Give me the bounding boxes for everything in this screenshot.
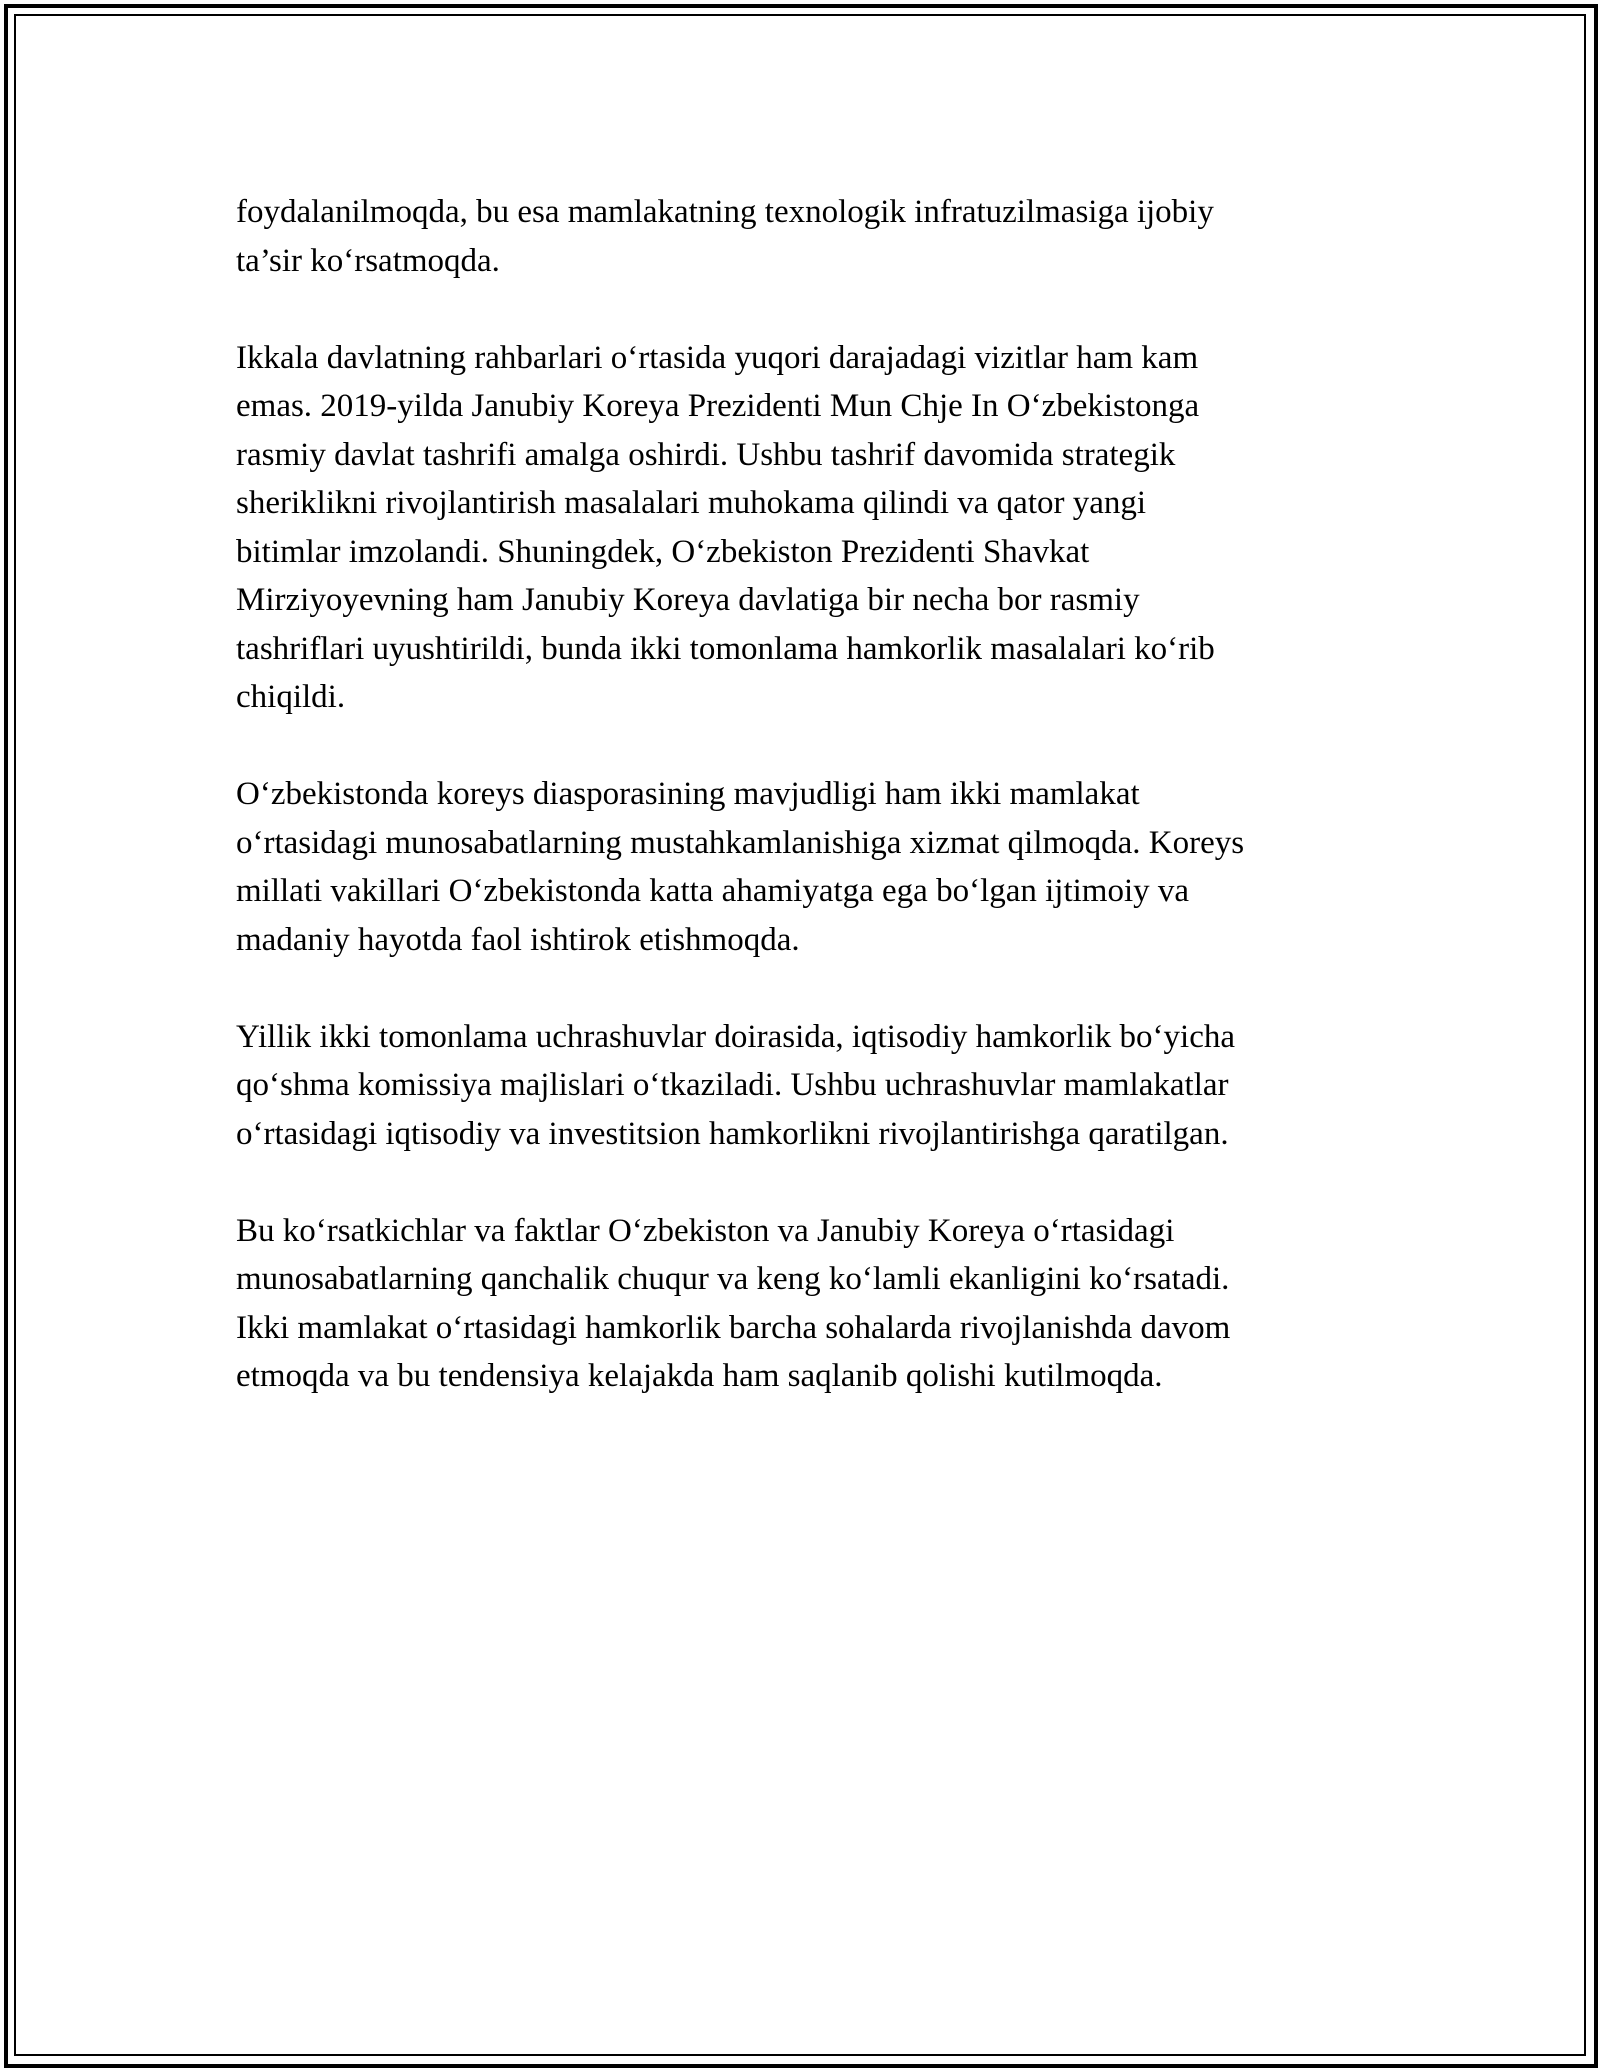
text-line: bitimlar imzolandi. Shuningdek, O‘zbekiston Prezidenti Shavkat <box>236 533 1090 570</box>
text-line: emas. 2019-yilda Janubiy Koreya Prezidenti Mun Chje In O‘zbekistonga <box>236 388 1200 424</box>
paragraph-4 <box>236 1013 1366 1159</box>
text-line: foydalanilmoqda, bu esa mamlakatning texnologik infratuzilmasiga ijobiy <box>236 194 1214 230</box>
text-line: Bu ko‘rsatkichlar va faktlar O‘zbekiston va Janubiy Koreya o‘rtasidagi <box>236 1212 1175 1249</box>
text-line: Ikkala davlatning rahbarlari o‘rtasida yuqori darajadagi vizitlar ham kam <box>236 339 1199 376</box>
text-line: O‘zbekistonda koreys diasporasining mavjudligi ham ikki mamlakat <box>236 776 1140 812</box>
text-line: qo‘shma komissiya majlislari o‘tkaziladi. Ushbu uchrashuvlar mamlakatlar <box>236 1067 1229 1103</box>
text-line: Ikki mamlakat o‘rtasidagi hamkorlik barcha sohalarda rivojlanishda davom <box>236 1309 1231 1346</box>
text-line: munosabatlarning qanchalik chuqur va keng ko‘lamli ekanligini ko‘rsatadi. <box>236 1261 1230 1297</box>
text-line: sheriklikni rivojlantirish masalalari muhokama qilindi va qator yangi <box>236 485 1147 521</box>
paragraph-3 <box>236 770 1366 964</box>
text-line: madaniy hayotda faol ishtirok etishmoqda. <box>236 921 800 958</box>
document-body <box>236 188 1366 1449</box>
text-line: ta’sir ko‘rsatmoqda. <box>236 242 500 279</box>
text-line: millati vakillari O‘zbekistonda katta ahamiyatga ega bo‘lgan ijtimoiy va <box>236 873 1190 909</box>
text-line: chiqildi. <box>236 679 346 715</box>
text-line: Yillik ikki tomonlama uchrashuvlar doirasida, iqtisodiy hamkorlik bo‘yicha <box>236 1018 1235 1055</box>
text-line: o‘rtasidagi iqtisodiy va investitsion hamkorlikni rivojlantirishga qaratilgan. <box>236 1115 1229 1152</box>
text-line: rasmiy davlat tashrifi amalga oshirdi. Ushbu tashrif davomida strategik <box>236 436 1176 473</box>
text-line: tashriflari uyushtirildi, bunda ikki tomonlama hamkorlik masalalari ko‘rib <box>236 630 1215 667</box>
paragraph-1 <box>236 188 1366 285</box>
text-line: Mirziyoyevning ham Janubiy Koreya davlatiga bir necha bor rasmiy <box>236 582 1140 618</box>
text-line: o‘rtasidagi munosabatlarning mustahkamlanishiga xizmat qilmoqda. Koreys <box>236 824 1245 861</box>
paragraph-2 <box>236 334 1366 722</box>
paragraph-5 <box>236 1207 1366 1401</box>
text-line: etmoqda va bu tendensiya kelajakda ham saqlanib qolishi kutilmoqda. <box>236 1358 1163 1394</box>
